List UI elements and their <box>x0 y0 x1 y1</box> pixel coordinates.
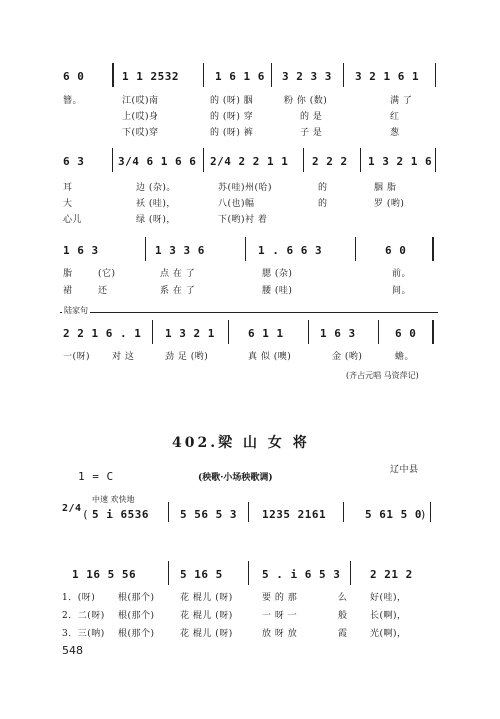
intro-m0: 5 i 6536 <box>92 508 149 521</box>
verse-m1: 5 16 5 <box>180 568 223 581</box>
s2-l2-c0: 大 <box>63 199 73 209</box>
s2-l2-c3: 的 <box>318 199 328 209</box>
s4-lyric-3: 真 似 (噢) <box>248 352 292 362</box>
s1-l1-c4: 满 了 <box>390 96 413 106</box>
barline <box>248 502 249 522</box>
final-bar <box>432 320 434 344</box>
s2-l1-c0: 耳 <box>63 183 73 193</box>
verse1-c0: 1．(呀) <box>62 593 96 603</box>
credit-line: (齐占元唱 马资萍记) <box>346 371 419 380</box>
song-region: 辽中县 <box>390 465 419 475</box>
barline <box>360 148 361 172</box>
barline <box>228 320 229 344</box>
s1-l2-c1: 上(哎)身 <box>122 112 159 122</box>
s3-note-m2: 1 . 6 6 3 <box>258 244 323 257</box>
barline <box>303 148 304 172</box>
s3-l1-c2: 点 在 了 <box>160 269 196 279</box>
verse2-c4: 般 <box>338 611 348 621</box>
s1-note-m3: 3 2 3 3 <box>282 70 332 83</box>
s3-l2-c1: 还 <box>98 286 108 296</box>
verse2-c5: 长(啊)， <box>370 611 407 621</box>
intro-m3: 5 61 5 0 <box>365 508 422 521</box>
s1-l1-c3: 粉 你 (数) <box>284 96 328 106</box>
barline <box>308 320 309 344</box>
s2-l2-c2: 八(也)幅 <box>218 199 255 209</box>
barline <box>430 502 431 522</box>
barline <box>203 148 204 172</box>
barline <box>435 63 436 87</box>
s1-repeat-bar <box>112 63 114 87</box>
s3-note-m3: 6 0 <box>385 244 407 257</box>
s1-l1-c1: 江(哎)南 <box>122 96 159 106</box>
barline <box>271 63 272 87</box>
s4-lyric-4: 金 (哟) <box>332 352 363 362</box>
verse3-c5: 光(啊)， <box>370 629 407 639</box>
s3-l2-c2: 系 在 了 <box>160 286 196 296</box>
verse1-c4: 么 <box>338 593 348 603</box>
s2-note-m3: 2 2 2 <box>312 155 348 168</box>
s1-l2-c3: 的 是 <box>300 112 323 122</box>
verse1-c2: 花 棍儿 (呀) <box>180 593 233 603</box>
s4-note-m3: 1 6 3 <box>320 327 356 340</box>
s4-note-m4: 6 0 <box>395 327 417 340</box>
barline <box>350 561 351 585</box>
s3-note-m0: 1 6 3 <box>63 244 99 257</box>
intro-m2: 1235 2161 <box>262 508 327 521</box>
s2-l2-c1: 袄 (哇)， <box>136 199 176 209</box>
section-rule <box>60 312 438 313</box>
s1-note-m0: 6 0 <box>63 70 85 83</box>
s1-l2-c4: 红 <box>390 112 400 122</box>
s2-note-m2: 2/4 2 2 1 1 <box>210 155 289 168</box>
barline <box>168 561 169 585</box>
s2-note-m4: 1 3 2 1 6 <box>368 155 433 168</box>
verse2-c3: 一 呀 一 <box>262 611 298 621</box>
final-bar <box>432 237 434 261</box>
song-genre: (秧歌·小场秧歌调) <box>198 473 273 483</box>
s2-l1-c2: 苏(哇)州(哈) <box>218 183 273 193</box>
s3-l2-c0: 裙 <box>63 286 73 296</box>
verse-m2: 5 . i 6 5 3 <box>262 568 341 581</box>
s1-l3-c2: 的 (呀) 裤 <box>210 128 254 138</box>
s1-l3-c1: 下(哎)穿 <box>122 128 159 138</box>
barline <box>112 148 113 172</box>
barline <box>343 502 344 522</box>
s3-l2-c3: 腰 (哇) <box>262 286 293 296</box>
verse3-c4: 霞 <box>338 629 348 639</box>
barline <box>245 237 246 261</box>
verse3-c1: 根(那个) <box>118 629 155 639</box>
s2-l1-c4: 胭 脂 <box>374 183 397 193</box>
verse1-c3: 要 的 那 <box>262 593 298 603</box>
s4-note-m1: 1 3 2 1 <box>165 327 215 340</box>
tempo-marking: 中速 欢快地 <box>92 495 135 504</box>
time-signature: 2/4 <box>62 503 82 514</box>
s1-l3-c3: 子 是 <box>300 128 323 138</box>
s1-l1-c2: 的 (呀) 胭 <box>210 96 254 106</box>
barline <box>203 63 204 87</box>
s2-l1-c1: 边 (杂)。 <box>136 183 176 193</box>
s3-note-m1: 1 3 3 6 <box>155 244 205 257</box>
s2-l3-c2: 下(哟)衬 着 <box>218 215 268 225</box>
s3-l2-c4: 间。 <box>392 286 412 296</box>
s4-lyric-5: 蟾。 <box>395 352 415 362</box>
page-number: 548 <box>62 644 83 657</box>
s2-l3-c0: 心儿 <box>63 215 83 225</box>
barline <box>378 320 379 344</box>
s3-l1-c0: 脂 <box>63 269 73 279</box>
verse2-c0: 2．二(呀) <box>62 611 105 621</box>
s2-l1-c3: 的 <box>318 183 328 193</box>
key-signature: 1 = C <box>78 470 114 483</box>
s4-lyric-0: 一(呀) <box>63 352 91 362</box>
verse1-c1: 根(那个) <box>118 593 155 603</box>
s2-l3-c1: 绿 (呀)， <box>136 215 176 225</box>
s2-l2-c4: 罗 (哟) <box>374 199 405 209</box>
s1-note-m1: 1 1 2532 <box>122 70 179 83</box>
s3-l1-c3: 腮 (杂) <box>262 269 293 279</box>
verse2-c2: 花 棍儿 (呀) <box>180 611 233 621</box>
barline <box>248 561 249 585</box>
s1-note-m4: 3 2 1 6 1 <box>355 70 420 83</box>
verse-m3: 2 21 2 <box>370 568 413 581</box>
s4-lyric-1: 对 这 <box>112 352 135 362</box>
section-label: 陆家句 <box>64 306 88 315</box>
s3-l1-c4: 前。 <box>392 269 412 279</box>
s4-note-m2: 6 1 1 <box>248 327 284 340</box>
barline <box>355 237 356 261</box>
verse3-c0: 3．三(呐) <box>62 629 105 639</box>
verse3-c2: 花 棍儿 (呀) <box>180 629 233 639</box>
song-title: 402.梁 山 女 将 <box>172 435 310 451</box>
barline <box>343 63 344 87</box>
intro-m1: 5 56 5 3 <box>180 508 237 521</box>
s4-lyric-2: 劲 足 (哟) <box>165 352 209 362</box>
barline <box>152 320 153 344</box>
s1-l2-c2: 的 (呀) 穿 <box>210 112 254 122</box>
barline <box>145 237 146 261</box>
barline <box>168 502 169 522</box>
verse-m0: 1 16 5 56 <box>72 568 137 581</box>
barline <box>435 148 436 172</box>
verse1-c5: 好(哇)， <box>370 593 407 603</box>
s4-note-m0: 2 2 1 6 . 1 <box>63 327 142 340</box>
verse3-c3: 放 呀 放 <box>262 629 298 639</box>
s1-lyric-first: 簪。 <box>63 96 83 106</box>
intro-close-paren: ) <box>420 508 428 521</box>
intro-open-paren: ( <box>82 508 90 521</box>
s2-note-m1: 3/4 6 1 6 6 <box>118 155 197 168</box>
s1-l3-c4: 葱 <box>390 128 400 138</box>
s2-note-m0: 6 3 <box>63 155 85 168</box>
s3-l1-c1: (它) <box>98 269 116 279</box>
s1-note-m2: 1 6 1 6 <box>215 70 265 83</box>
verse2-c1: 根(那个) <box>118 611 155 621</box>
